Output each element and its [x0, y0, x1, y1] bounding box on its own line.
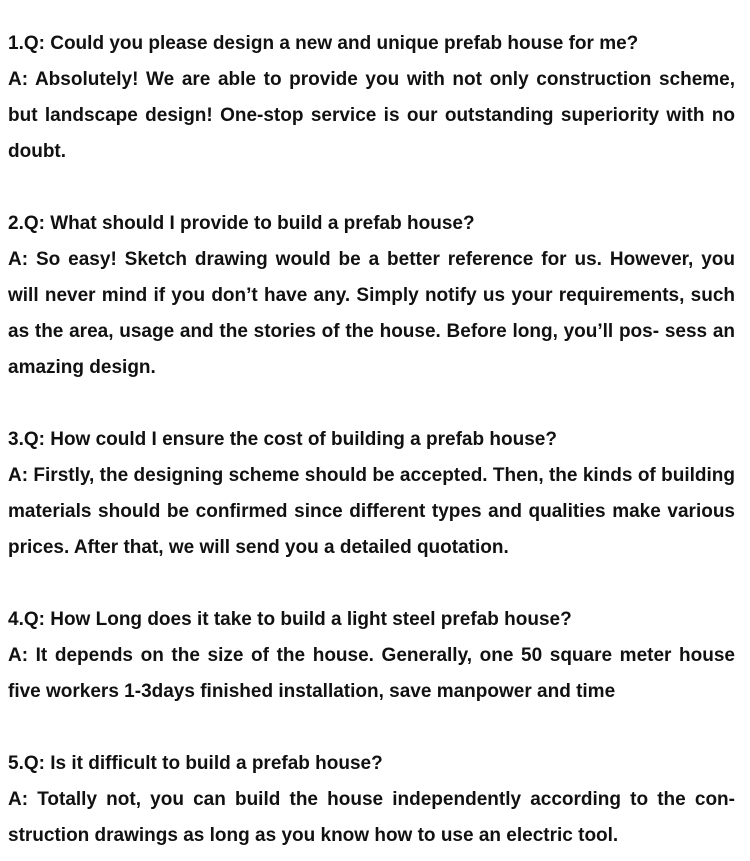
- answer-line: building materials should be confirmed since different types and qualities: [8, 465, 736, 522]
- faq-answer: [8, 782, 735, 854]
- faq-item-1: [8, 26, 735, 170]
- answer-line: five workers 1-3days finished installation, save manpower and time: [8, 681, 616, 702]
- faq-question: 2.Q: What should I provide to build a prefab house?: [8, 213, 475, 234]
- answer-line: such as the area, usage and the stories of the house. Before long, you’ll pos-: [8, 285, 735, 342]
- faq-item-2: [8, 206, 735, 386]
- faq-item-3: [8, 422, 735, 566]
- faq-question: 3.Q: How could I ensure the cost of building a prefab house?: [8, 429, 557, 450]
- faq-answer: [8, 242, 735, 386]
- answer-line: sess an amazing design.: [8, 321, 735, 378]
- answer-line: A: Absolutely! We are able to provide you with not only construction scheme,: [8, 69, 735, 90]
- faq-answer: [8, 62, 735, 170]
- answer-line: will never mind if you don’t have any. Simply notify us your requirements,: [8, 285, 685, 306]
- answer-line: A: Totally not, you can build the house independently according to the con-: [8, 789, 735, 810]
- faq-question: 1.Q: Could you please design a new and unique prefab house for me?: [8, 33, 639, 54]
- faq-item-5: [8, 746, 735, 854]
- faq-question: 5.Q: Is it difficult to build a prefab house?: [8, 753, 383, 774]
- faq-item-4: [8, 602, 735, 710]
- answer-line: no doubt.: [8, 105, 736, 162]
- answer-line: A: So easy! Sketch drawing would be a better reference for us. However, you: [8, 249, 735, 270]
- answer-line: A: It depends on the size of the house. Generally, one 50 square meter house: [8, 645, 735, 666]
- faq-question: 4.Q: How Long does it take to build a light steel prefab house?: [8, 609, 572, 630]
- answer-line: but landscape design! One-stop service is our outstanding superiority with: [8, 105, 705, 126]
- faq-answer: [8, 458, 735, 566]
- faq-answer: [8, 638, 735, 710]
- answer-line: A: Firstly, the designing scheme should be accepted. Then, the kinds of: [8, 465, 656, 486]
- answer-line: make various prices. After that, we will send you a detailed quotation.: [8, 501, 735, 558]
- faq-document: [8, 26, 735, 854]
- answer-line: struction drawings as long as you know how to use an electric tool.: [8, 825, 619, 846]
